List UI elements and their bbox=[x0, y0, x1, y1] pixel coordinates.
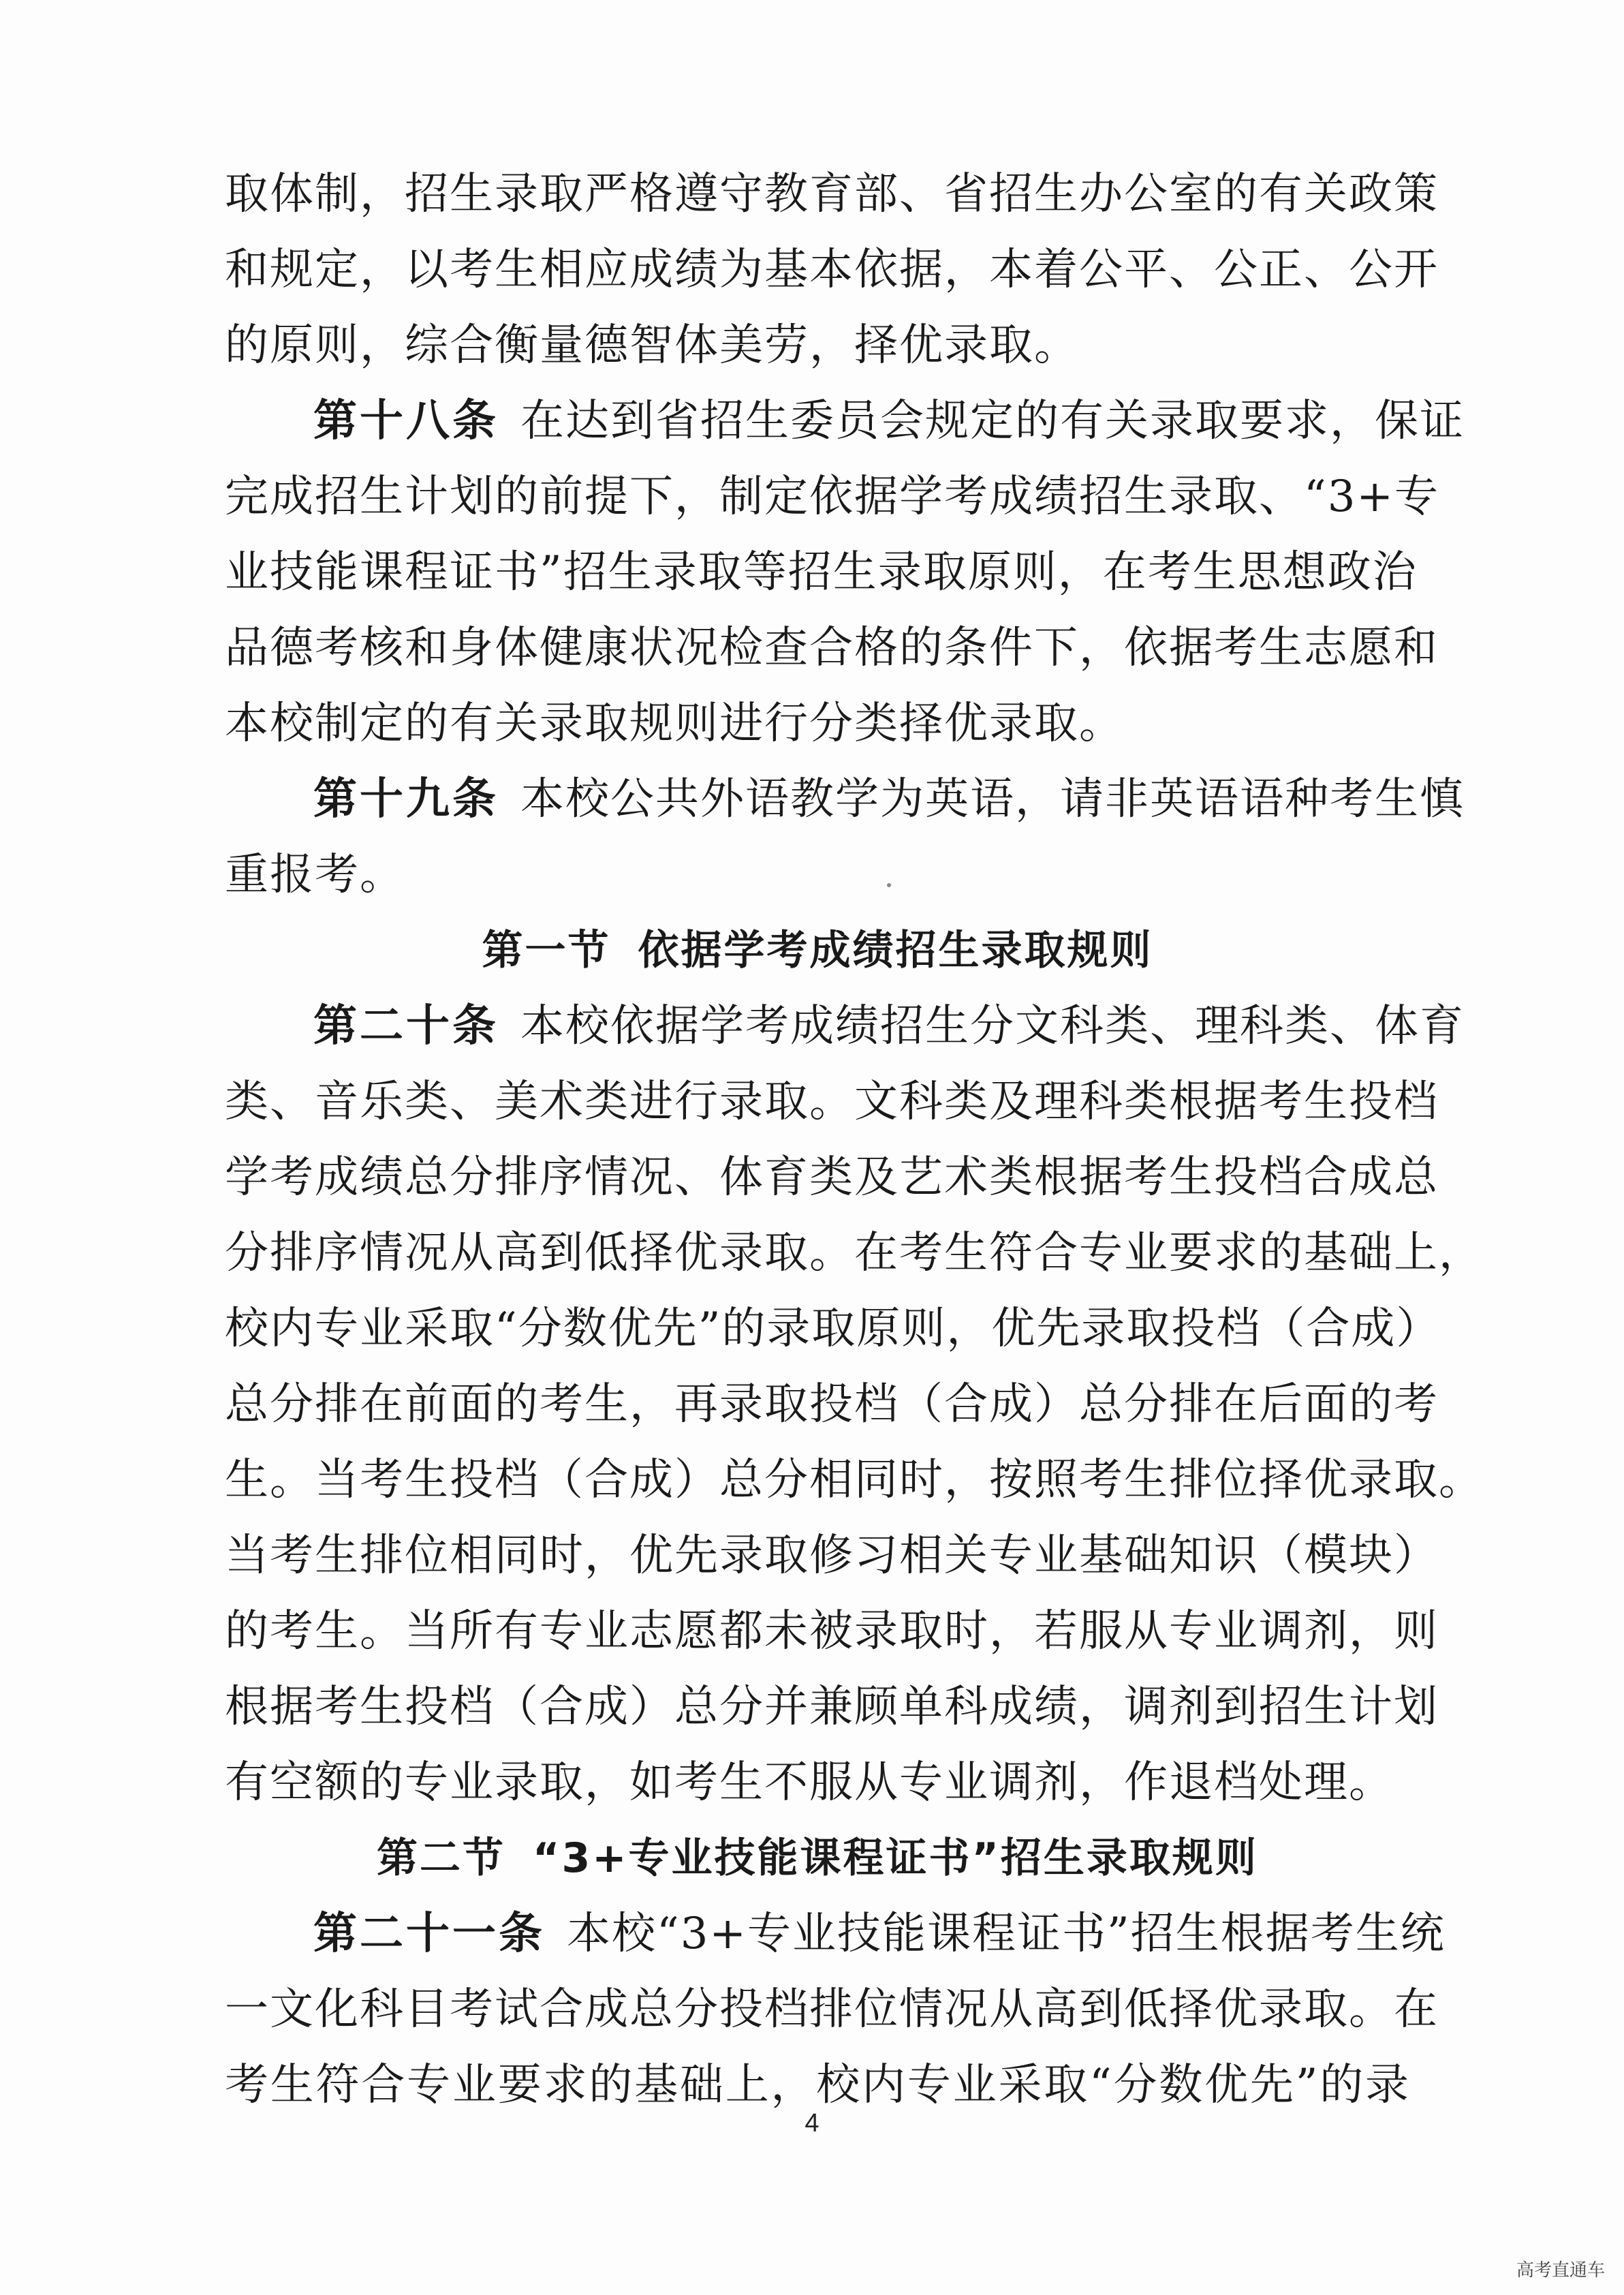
text-line: 总分排在前面的考生，再录取投档（合成）总分排在后面的考 bbox=[225, 1379, 1439, 1430]
text-line: 和规定，以考生相应成绩为基本依据，本着公平、公正、公开 bbox=[225, 245, 1439, 295]
text-line: 品德考核和身体健康状况检查合格的条件下，依据考生志愿和 bbox=[225, 623, 1439, 673]
article-label: 第二十一条 bbox=[313, 1909, 545, 1959]
text-run: 在达到省招生委员会规定的有关录取要求，保证 bbox=[520, 396, 1465, 446]
text-line: 校内专业采取“分数优先”的录取原则，优先录取投档（合成） bbox=[225, 1304, 1441, 1354]
text-run: 本校“3+专业技能课程证书”招生根据考生统 bbox=[567, 1909, 1446, 1959]
text-line: 的原则，综合衡量德智体美劳，择优录取。 bbox=[225, 320, 1079, 371]
text-line: 业技能课程证书”招生录取等招生录取原则，在考生思想政治 bbox=[225, 547, 1418, 598]
article-label: 第十九条 bbox=[313, 774, 499, 825]
text-line: 当考生排位相同时，优先录取修习相关专业基础知识（模块） bbox=[225, 1530, 1439, 1581]
text-line: 类、音乐类、美术类进行录取。文科类及理科类根据考生投档 bbox=[225, 1077, 1439, 1127]
document-body bbox=[225, 157, 1484, 2123]
text-line: 完成招生计划的前提下，制定依据学考成绩招生录取、“3+专 bbox=[225, 472, 1440, 522]
text-line: 一文化科目考试合成总分投档排位情况从高到低择优录取。在 bbox=[225, 1984, 1439, 2035]
text-run: 本校公共外语教学为英语，请非英语语种考生慎 bbox=[520, 774, 1465, 825]
page-number: 4 bbox=[805, 2109, 819, 2138]
section-number: 第二节 bbox=[377, 1834, 506, 1882]
text-line: 根据考生投档（合成）总分并兼顾单科成绩，调剂到招生计划 bbox=[225, 1682, 1439, 1732]
section-title: “3+专业技能课程证书”招生录取规则 bbox=[533, 1834, 1258, 1882]
article-21-first-line bbox=[225, 1896, 1446, 1972]
text-line: 重报考。 bbox=[225, 850, 405, 900]
text-line: 有空额的专业录取，如考生不服从专业调剂，作退档处理。 bbox=[225, 1757, 1394, 1808]
text-line: 生。当考生投档（合成）总分相同时，按照考生排位择优录取。 bbox=[225, 1455, 1484, 1505]
article-19-first-line bbox=[225, 762, 1465, 837]
article-label: 第十八条 bbox=[313, 396, 499, 446]
text-line: 学考成绩总分排序情况、体育类及艺术类根据考生投档合成总 bbox=[225, 1152, 1439, 1203]
text-line: 取体制，招生录取严格遵守教育部、省招生办公室的有关政策 bbox=[225, 169, 1439, 219]
text-line: 的考生。当所有专业志愿都未被录取时，若服从专业调剂，则 bbox=[225, 1606, 1439, 1657]
section-number: 第一节 bbox=[482, 927, 611, 974]
section-heading bbox=[225, 913, 1410, 989]
article-label: 第二十条 bbox=[313, 1001, 499, 1051]
article-20-first-line bbox=[225, 989, 1465, 1064]
section-title: 依据学考成绩招生录取规则 bbox=[638, 927, 1153, 974]
text-line: 分排序情况从高到低择优录取。在考生符合专业要求的基础上， bbox=[225, 1228, 1484, 1278]
watermark: 高考直通车 bbox=[1516, 2260, 1605, 2281]
article-18-first-line bbox=[225, 384, 1465, 459]
text-line: 本校制定的有关录取规则进行分类择优录取。 bbox=[225, 698, 1124, 749]
section-heading bbox=[225, 1821, 1410, 1896]
scan-speck bbox=[887, 883, 891, 887]
text-run: 本校依据学考成绩招生分文科类、理科类、体育 bbox=[520, 1001, 1465, 1051]
text-line: 考生符合专业要求的基础上，校内专业采取“分数优先”的录 bbox=[225, 2060, 1410, 2110]
